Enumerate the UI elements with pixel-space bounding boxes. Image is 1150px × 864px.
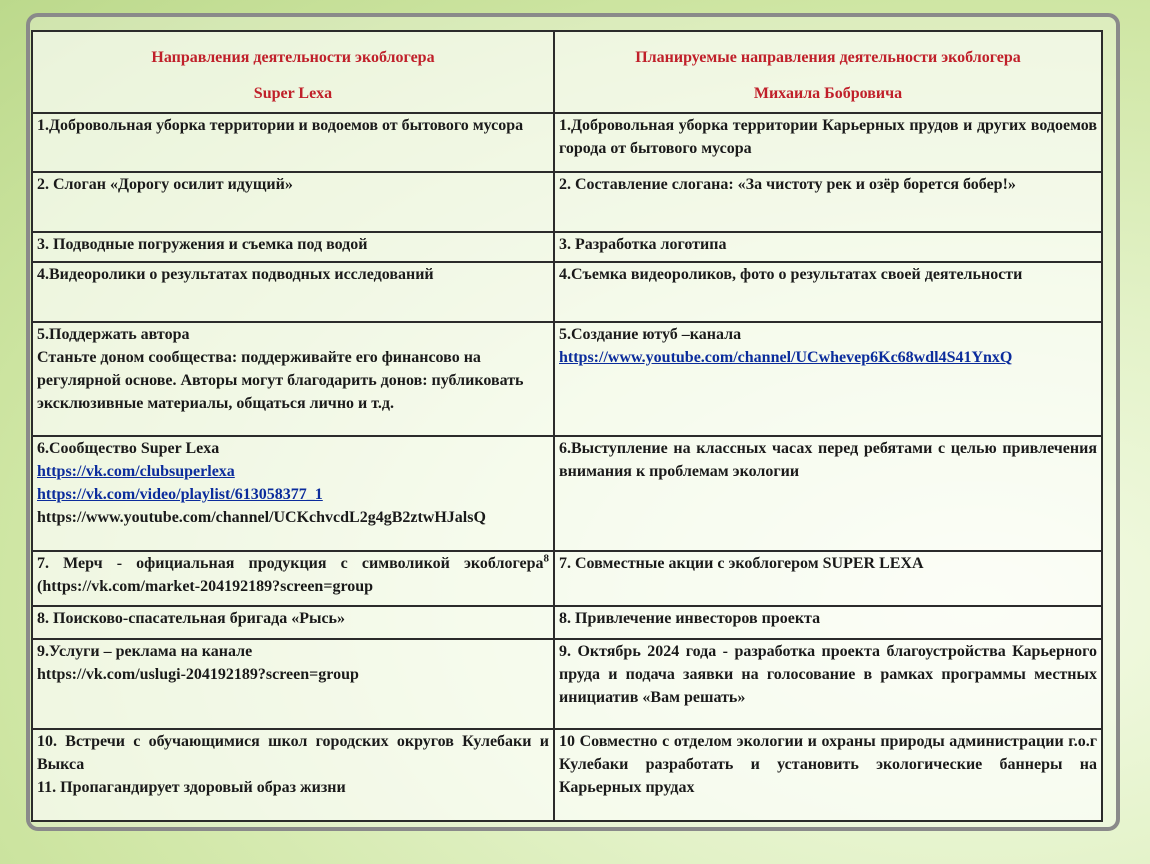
- row3-right: [554, 232, 1102, 262]
- youtube-url-text: https://www.youtube.com/channel/UCKchvcdL2g4gB2ztwHJalsQ: [37, 509, 486, 526]
- table-row: [32, 232, 1102, 262]
- footnote-mark: 8: [543, 552, 549, 565]
- comparison-table: [31, 30, 1103, 822]
- header-right: [554, 31, 1102, 113]
- table-row: [32, 322, 1102, 436]
- row9-left: [32, 639, 554, 729]
- cell-text: 7. Мерч - официальная продукция с символикой экоблогера: [37, 555, 544, 572]
- table-row: [32, 262, 1102, 322]
- row8-right: [554, 606, 1102, 639]
- cell-text: 3. Подводные погружения и съемка под водой: [37, 236, 368, 253]
- cell-text: 5.Поддержать автора: [37, 326, 190, 343]
- table-row: [32, 172, 1102, 232]
- header-left-subtitle: Super Lexa: [253, 85, 333, 102]
- header-left: [32, 31, 554, 113]
- table-row: [32, 729, 1102, 821]
- cell-text: https://vk.com/uslugi-204192189?screen=group: [37, 666, 359, 683]
- cell-text: 3. Разработка логотипа: [559, 236, 727, 253]
- header-right-title: Планируемые направления деятельности экоблогера: [635, 49, 1021, 66]
- vk-playlist-link[interactable]: https://vk.com/video/playlist/613058377_1: [37, 486, 323, 503]
- row4-right: [554, 262, 1102, 322]
- cell-text: 1.Добровольная уборка территории Карьерных прудов и других водоемов города от бытового мусора: [559, 117, 1097, 157]
- table-row: [32, 551, 1102, 606]
- header-left-title: Направления деятельности экоблогера: [151, 49, 435, 66]
- row2-left: [32, 172, 554, 232]
- table-row: [32, 436, 1102, 551]
- row8-left: [32, 606, 554, 639]
- row10-right: [554, 729, 1102, 821]
- cell-text: 2. Составление слогана: «За чистоту рек и озёр борется бобер!»: [559, 176, 1016, 193]
- header-right-subtitle: Михаила Бобровича: [753, 85, 903, 102]
- row6-right: [554, 436, 1102, 551]
- row5-right: [554, 322, 1102, 436]
- row1-left: [32, 113, 554, 172]
- table-row: [32, 639, 1102, 729]
- table-row: [32, 606, 1102, 639]
- cell-text: (https://vk.com/market-204192189?screen=group: [37, 578, 374, 595]
- row2-right: [554, 172, 1102, 232]
- row9-right: [554, 639, 1102, 729]
- row6-left: [32, 436, 554, 551]
- row5-left: [32, 322, 554, 436]
- cell-text: 10. Встречи с обучающимися школ городских округов Кулебаки и Выкса: [37, 733, 549, 773]
- row7-right: [554, 551, 1102, 606]
- row10-left: [32, 729, 554, 821]
- cell-text: 1.Добровольная уборка территории и водоемов от бытового мусора: [37, 117, 524, 134]
- vk-club-link[interactable]: https://vk.com/clubsuperlexa: [37, 463, 235, 480]
- cell-text: 8. Поисково-спасательная бригада «Рысь»: [37, 610, 346, 627]
- cell-text: 2. Слоган «Дорогу осилит идущий»: [37, 176, 293, 193]
- table-row: [32, 113, 1102, 172]
- cell-text: 8. Привлечение инвесторов проекта: [559, 610, 821, 627]
- cell-text: 6.Сообщество Super Lexa: [37, 440, 220, 457]
- youtube-channel-link[interactable]: https://www.youtube.com/channel/UCwhevep6Kc68wdl4S41YnxQ: [559, 349, 1013, 366]
- cell-text: 9. Октябрь 2024 года - разработка проекта благоустройства Карьерного пруда и подача заявки на голосование в рамках программы местных инициатив «Вам решать»: [559, 643, 1097, 706]
- row1-right: [554, 113, 1102, 172]
- table-header-row: [32, 31, 1102, 113]
- cell-text: 4.Съемка видеороликов, фото о результатах своей деятельности: [559, 266, 1023, 283]
- row3-left: [32, 232, 554, 262]
- row4-left: [32, 262, 554, 322]
- cell-text: 6.Выступление на классных часах перед ребятами с целью привлечения внимания к проблемам экологии: [559, 440, 1097, 480]
- cell-text: 7. Совместные акции с экоблогером SUPER LEXA: [559, 555, 924, 572]
- cell-text: 11. Пропагандирует здоровый образ жизни: [37, 779, 346, 796]
- row7-left: [32, 551, 554, 606]
- cell-text: 10 Совместно с отделом экологии и охраны природы администрации г.о.г Кулебаки разработать и установить экологические баннеры на Карьерных прудах: [559, 733, 1097, 796]
- cell-text: 5.Создание ютуб –канала: [559, 326, 742, 343]
- cell-text: Станьте доном сообщества: поддерживайте его финансово на регулярной основе. Авторы могут благодарить донов: публиковать эксклюзивные материалы, общаться лично и т.д.: [37, 349, 524, 412]
- cell-text: 4.Видеоролики о результатах подводных исследований: [37, 266, 434, 283]
- cell-text: 9.Услуги – реклама на канале: [37, 643, 253, 660]
